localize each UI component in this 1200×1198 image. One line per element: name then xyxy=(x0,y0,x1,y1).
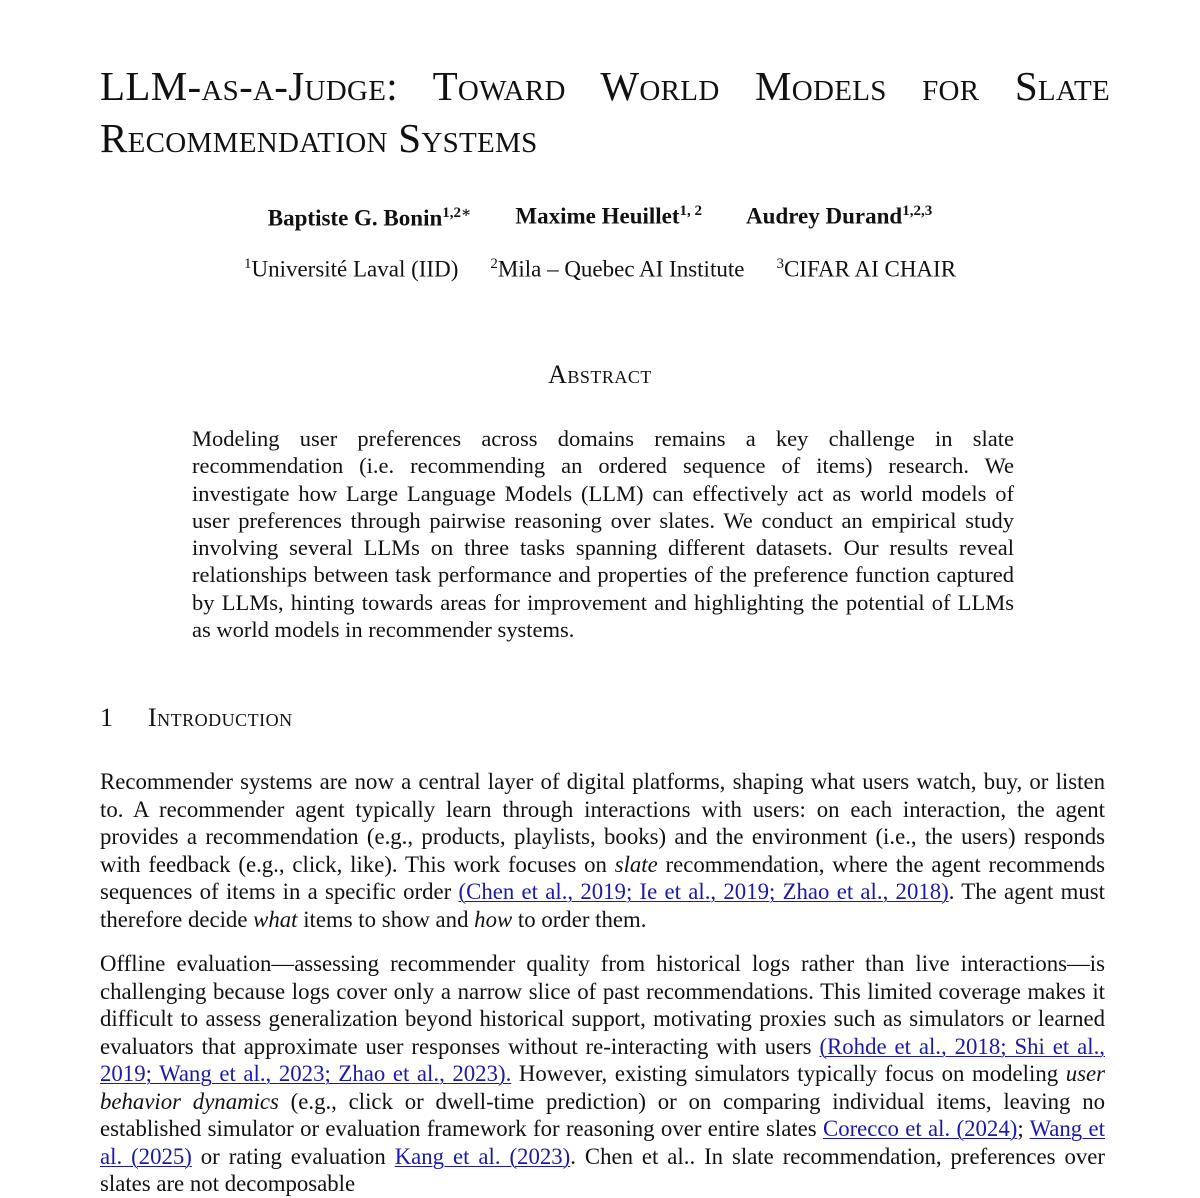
emphasis-text: how xyxy=(474,906,513,932)
affiliation-mark: 1 xyxy=(243,256,252,272)
citation-link[interactable]: (Chen et al., 2019; Ie et al., 2019; Zhao et al., 2018) xyxy=(458,879,949,904)
author-name: Audrey Durand xyxy=(746,203,903,229)
affiliation-name: Université Laval (IID) xyxy=(251,256,459,282)
affiliation-mark: 2 xyxy=(490,256,498,272)
body-text: (e.g., click or dwell-time prediction) or on comparing individual items, leaving no established simulator or evaluation framework for reasoning over entire slates xyxy=(100,1088,1105,1141)
citation-link[interactable]: Kang et al. (2023) xyxy=(394,1143,571,1169)
body-text: However, existing simulators typically focus on modeling xyxy=(511,1061,1066,1086)
emphasis-text: user behavior dynamics xyxy=(100,1061,1105,1114)
affiliation-mark: 3 xyxy=(776,256,784,272)
abstract-heading: Abstract xyxy=(548,360,652,389)
section-heading xyxy=(100,703,293,733)
affiliation-name: Mila – Quebec AI Institute xyxy=(497,256,745,282)
abstract-text: Modeling user preferences across domains remains a key challenge in slate recommendation (i.e. recommending an ordered sequence of items) research. We investigate how Large Language Models (LLM) can effectively act as world models of user preferences through pairwise reasoning over slates. We conduct an empirical study involving several LLMs on three tasks spanning different datasets. Our results reveal relationships between task performance and properties of the preference function captured by LLMs, hinting towards areas for improvement and highlighting the potential of LLMs as world models in recommender systems. xyxy=(192,426,1014,643)
author xyxy=(268,203,472,232)
body-text: . Chen et al.. In slate recommendation, preferences over slates are not decomposable xyxy=(100,1143,1105,1196)
citation-link[interactable]: (Rohde et al., 2018; Shi et al., 2019; Wang et al., 2023; Zhao et al., 2023). xyxy=(100,1033,1105,1086)
body-text: items to show and xyxy=(297,906,475,932)
author-affil-marks: 1,2,3 xyxy=(902,203,933,219)
intro-paragraph-2 xyxy=(100,950,1105,1198)
author-affil-marks: 1,2∗ xyxy=(442,205,472,221)
affiliation xyxy=(244,256,458,283)
emphasis-text: slate xyxy=(614,851,658,877)
paper-title: LLM-as-a-Judge: Toward World Models for Slate Recommendation Systems xyxy=(100,63,1110,161)
intro-paragraph-1 xyxy=(100,768,1105,933)
emphasis-text: what xyxy=(253,906,298,932)
author xyxy=(746,203,932,232)
affiliation xyxy=(490,256,744,283)
affiliation-list xyxy=(0,256,1200,283)
body-text: Offline evaluation—assessing recommender quality from historical logs rather than live interactions—is challenging because logs cover only a narrow slice of past recommendations. This limited coverage makes it difficult to assess generalization beyond historical support, motivating proxies such as simulators or learned evaluators that approximate user responses without re-interacting with users xyxy=(100,951,1105,1059)
section-title: Introduction xyxy=(148,703,293,732)
body-text: Recommender systems are now a central layer of digital platforms, shaping what users watch, buy, or listen to. A recommender agent typically learn through interactions with users: on each interaction, the agent provides a recommendation (e.g., products, playlists, books) and the environment (i.e., the users) responds with feedback (e.g., click, like). This work focuses on xyxy=(100,769,1105,877)
affiliation-name: CIFAR AI CHAIR xyxy=(783,256,957,282)
body-text: or rating evaluation xyxy=(191,1143,395,1169)
author-list xyxy=(0,203,1200,232)
body-text: . The agent must therefore decide xyxy=(100,879,1105,932)
citation-link[interactable]: Corecco et al. (2024) xyxy=(822,1116,1018,1141)
author-name: Maxime Heuillet xyxy=(515,203,680,229)
author-affil-marks: 1, 2 xyxy=(679,203,703,219)
section-number: 1 xyxy=(100,703,114,732)
author xyxy=(515,203,702,232)
body-text: recommendation, where the agent recommends sequences of items in a specific order xyxy=(100,851,1105,904)
citation-link[interactable]: Wang et al. (2025) xyxy=(100,1116,1105,1169)
body-text: to order them. xyxy=(512,906,647,932)
author-name: Baptiste G. Bonin xyxy=(267,205,443,231)
body-text: ; xyxy=(1017,1116,1030,1141)
affiliation xyxy=(776,256,956,283)
